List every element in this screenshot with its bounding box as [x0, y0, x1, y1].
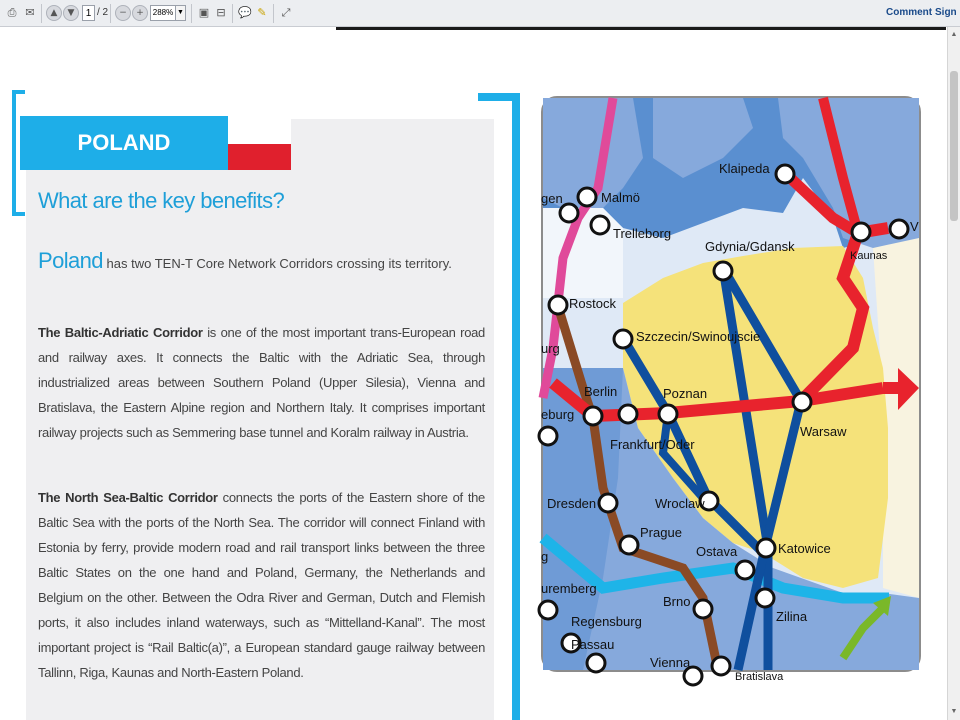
node-zilina[interactable] — [756, 589, 774, 607]
zoom-dropdown-icon[interactable]: ▼ — [176, 5, 186, 21]
node-bratislava-a[interactable] — [712, 657, 730, 675]
email-icon[interactable]: ✉ — [25, 6, 35, 19]
country-banner: POLAND — [20, 116, 228, 170]
toolbar-divider — [273, 4, 274, 23]
label-katowice: Katowice — [778, 541, 831, 556]
paragraph-body: is one of the most important trans-European road and railway axes. It connects the Baltic with the Adriatic Sea, through industrialized areas between Southern Poland (Upper Silesia), Vienna and Bratislava, the Eastern Alpine region and Northern Italy. It comprises important railway projects such as Semmering base tunnel and Koralm railway in Austria. — [38, 325, 485, 440]
node-katowice[interactable] — [757, 539, 775, 557]
comment-button[interactable]: Comment — [886, 7, 933, 18]
scroll-up-icon[interactable]: ▲ — [950, 31, 958, 38]
node-rostock[interactable] — [549, 296, 567, 314]
intro-text: has two TEN-T Core Network Corridors crossing its territory. — [106, 256, 452, 271]
comment-bubble-icon[interactable]: 💬 — [238, 6, 252, 19]
node-poznan[interactable] — [659, 405, 677, 423]
label-szczecin: Szczecin/Swinoujscie — [636, 329, 761, 344]
node-prague[interactable] — [620, 536, 638, 554]
label-warsaw: Warsaw — [800, 424, 847, 439]
paragraph-title: The North Sea-Baltic Corridor — [38, 490, 218, 505]
node-passau[interactable] — [587, 654, 605, 672]
label-gdynia: Gdynia/Gdansk — [705, 239, 795, 254]
intro-line — [38, 246, 452, 279]
label-dresden: Dresden — [547, 496, 597, 511]
label-malmo: Malmö — [601, 190, 641, 205]
highlight-icon[interactable]: ✎ — [257, 6, 267, 19]
node-kaunas[interactable] — [852, 223, 870, 241]
zoom-in-icon[interactable]: + — [132, 5, 148, 21]
next-page-icon[interactable]: ▼ — [63, 5, 79, 21]
node-uremberg[interactable] — [539, 601, 557, 619]
toolbar-divider — [110, 4, 111, 23]
label-bratislava: Bratislava — [735, 671, 784, 683]
label-vienna: Vienna — [650, 655, 691, 670]
expand-icon[interactable]: ⤢ — [281, 6, 291, 19]
label-gen: gen — [541, 191, 563, 206]
toolbar-divider — [191, 4, 192, 23]
node-warsaw[interactable] — [793, 393, 811, 411]
paragraph-body: connects the ports of the Eastern shore of the Baltic Sea with the ports of the North Sea. The corridor will connect Finland with Estonia by ferry, provide modern road and rail transport links between the three Baltic States on the one hand and Poland, Germany, the Netherlands and Belgium on the other. Between the Odra River and German, Dutch and Flemish ports, it also includes inland waterways, such as “Mittelland-Kanal”. The most important project is “Rail Baltic(a)”, a European standard gauge railway between Tallinn, Riga, Kaunas and North-Eastern Poland. — [38, 490, 485, 680]
label-regensburg: Regensburg — [571, 614, 642, 629]
label-zilina: Zilina — [776, 609, 808, 624]
page-number-input[interactable]: 1 — [82, 5, 95, 21]
node-malmo[interactable] — [578, 188, 596, 206]
node-trelleborg[interactable] — [591, 216, 609, 234]
zoom-out-icon[interactable]: − — [115, 5, 131, 21]
node-frankfurt[interactable] — [619, 405, 637, 423]
banner-gap — [228, 119, 291, 144]
label-kaunas: Kaunas — [850, 250, 888, 262]
node-gen[interactable] — [560, 204, 578, 222]
scrollbar-thumb[interactable] — [950, 71, 958, 221]
node-klaipeda[interactable] — [776, 165, 794, 183]
vertical-scrollbar[interactable] — [947, 27, 960, 720]
fit-width-icon[interactable]: ⊟ — [216, 6, 226, 19]
label-frankfurt: Frankfurt/Oder — [610, 437, 695, 452]
scroll-down-icon[interactable]: ▼ — [950, 708, 958, 715]
label-rostock: Rostock — [569, 296, 616, 311]
node-ostrava[interactable] — [736, 561, 754, 579]
node-dresden[interactable] — [599, 494, 617, 512]
print-icon[interactable]: ⎙ — [7, 6, 17, 19]
zoom-level-input[interactable]: 288% — [150, 5, 176, 21]
paragraph-title: The Baltic-Adriatic Corridor — [38, 325, 203, 340]
label-eburg: eburg — [541, 407, 575, 422]
corridor-map — [541, 96, 921, 683]
label-klaipeda: Klaipeda — [719, 161, 770, 176]
node-brno[interactable] — [694, 600, 712, 618]
node-gdynia[interactable] — [714, 262, 732, 280]
label-poznan: Poznan — [663, 386, 708, 401]
label-g: g — [541, 549, 549, 564]
toolbar-divider — [41, 4, 42, 23]
node-berlin[interactable] — [584, 407, 602, 425]
label-brno: Brno — [663, 594, 691, 609]
node-eburg[interactable] — [539, 427, 557, 445]
land-denmark — [543, 208, 623, 298]
map-svg — [541, 98, 919, 683]
label-passau: Passau — [571, 637, 615, 652]
node-szczecin[interactable] — [614, 330, 632, 348]
paragraph-baltic-adriatic — [38, 320, 485, 445]
label-uremberg: uremberg — [541, 581, 597, 596]
label-berlin: Berlin — [584, 384, 618, 399]
paragraph-north-sea-baltic — [38, 485, 485, 685]
section-heading: What are the key benefits? — [38, 188, 285, 213]
sign-button[interactable]: Sign — [935, 7, 957, 18]
node-v[interactable] — [890, 220, 908, 238]
label-trelleborg: Trelleborg — [613, 226, 672, 241]
fit-page-icon[interactable]: ▣ — [198, 6, 210, 19]
label-wroclaw: Wroclaw — [655, 496, 705, 511]
page-top-border — [336, 27, 946, 30]
label-ostrava: Ostava — [696, 544, 738, 559]
label-v: V — [910, 219, 919, 234]
label-prague: Prague — [640, 525, 682, 540]
label-urg: urg — [541, 341, 560, 356]
toolbar-divider — [232, 4, 233, 23]
previous-page-icon[interactable]: ▲ — [46, 5, 62, 21]
page-total: / 2 — [97, 7, 109, 18]
intro-country: Poland — [38, 248, 103, 273]
banner-red-bar — [228, 144, 291, 170]
toolbar — [0, 0, 960, 27]
